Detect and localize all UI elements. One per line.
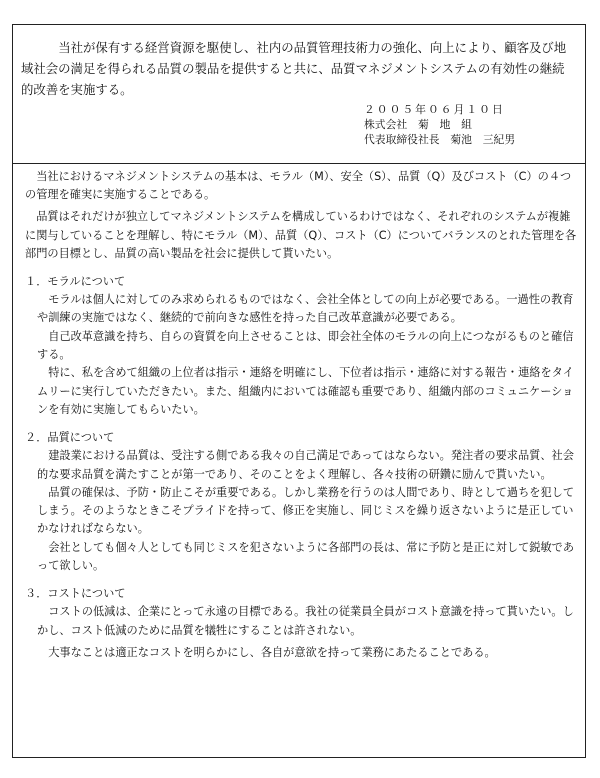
- management-principles-box: [12, 164, 586, 758]
- section-paragraph: 品質の確保は、予防・防止こそが重要である。しかし業務を行うのは人間であり、時として過ちを犯してしまう。そのようなときこそプライドを持って、修正を実施し、同じミスを繰り返さないように是正していかなければならない。: [37, 485, 575, 536]
- section-paragraph: 特に、私を含めて組織の上位者は指示・連絡を明確にし、下位者は指示・連絡に対する報告・連絡をタイムリーに実行していただきたい。また、組織内においては確認も重要であり、組織内部のコミュニケーションを有効に実施してもらいたい。: [37, 366, 574, 416]
- section-heading: １．モラルについて: [25, 275, 126, 289]
- section-paragraph: 建設業における品質は、受注する側である我々の自己満足であってはならない。発注者の要求品質、社会的な要求品質を満たすことが第一であり、そのことをよく理解し、各々技術の研鑽に励んで貰いたい。: [37, 449, 574, 481]
- section-morale: [25, 273, 577, 419]
- section-paragraph: 会社としても個々人としても同じミスを犯さないように各部門の長は、常に予防と是正に対して鋭敏であって欲しい。: [37, 540, 575, 573]
- section-paragraph: コストの低減は、企業にとって永遠の目標である。我社の従業員全員がコスト意識を持って貰いたい。しかし、コスト低減のために品質を犠牲にすることは許されない。: [37, 605, 574, 637]
- intro-paragraph: 当社におけるマネジメントシステムの基本は、モラル（M）、安全（S）、品質（Q）及びコスト（C）の４つの管理を確実に実施することである。: [25, 170, 572, 202]
- company-name: 株式会社 菊 地 組: [364, 118, 472, 131]
- section-cost: [25, 585, 577, 662]
- quality-policy-box: [12, 24, 586, 164]
- section-paragraph: モラルは個人に対してのみ求められるものではなく、会社全体としての向上が必要である。一過性の教育や訓練の実施ではなく、継続的で前向きな感性を持った自己改革意識が必要である。: [37, 293, 574, 325]
- section-heading: ２．品質について: [25, 431, 115, 445]
- policy-date: ２００５年０６月１０日: [364, 103, 505, 116]
- section-paragraph: 大事なことは適正なコストを明らかにし、各自が意欲を持って業務にあたることである。: [48, 645, 496, 659]
- signatory: 代表取締役社長 菊池 三紀男: [364, 133, 516, 146]
- section-paragraph: 自己改革意識を持ち、自らの資質を向上させることは、即会社全体のモラルの向上につながるものと確信する。: [37, 329, 574, 362]
- intro-paragraph: 品質はそれだけが独立してマネジメントシステムを構成しているわけではなく、それぞれのシステムが複雑に関与していることを理解し、特にモラル（M）、品質（Q）、コスト（C）についてバランスのとれた管理を各部門の目標とし、品質の高い製品を社会に提供して貰いたい。: [25, 210, 577, 260]
- signature-block: [364, 102, 575, 147]
- section-quality: [25, 429, 577, 575]
- intro: [25, 168, 577, 263]
- policy-statement: 当社が保有する経営資源を駆使し、社内の品質管理技術力の強化、向上により、顧客及び地域社会の満足を得られる品質の製品を提供すると共に、品質マネジメントシステムの有効性の継続的改善を実施する。: [21, 40, 567, 97]
- section-heading: ３．コストについて: [25, 587, 126, 601]
